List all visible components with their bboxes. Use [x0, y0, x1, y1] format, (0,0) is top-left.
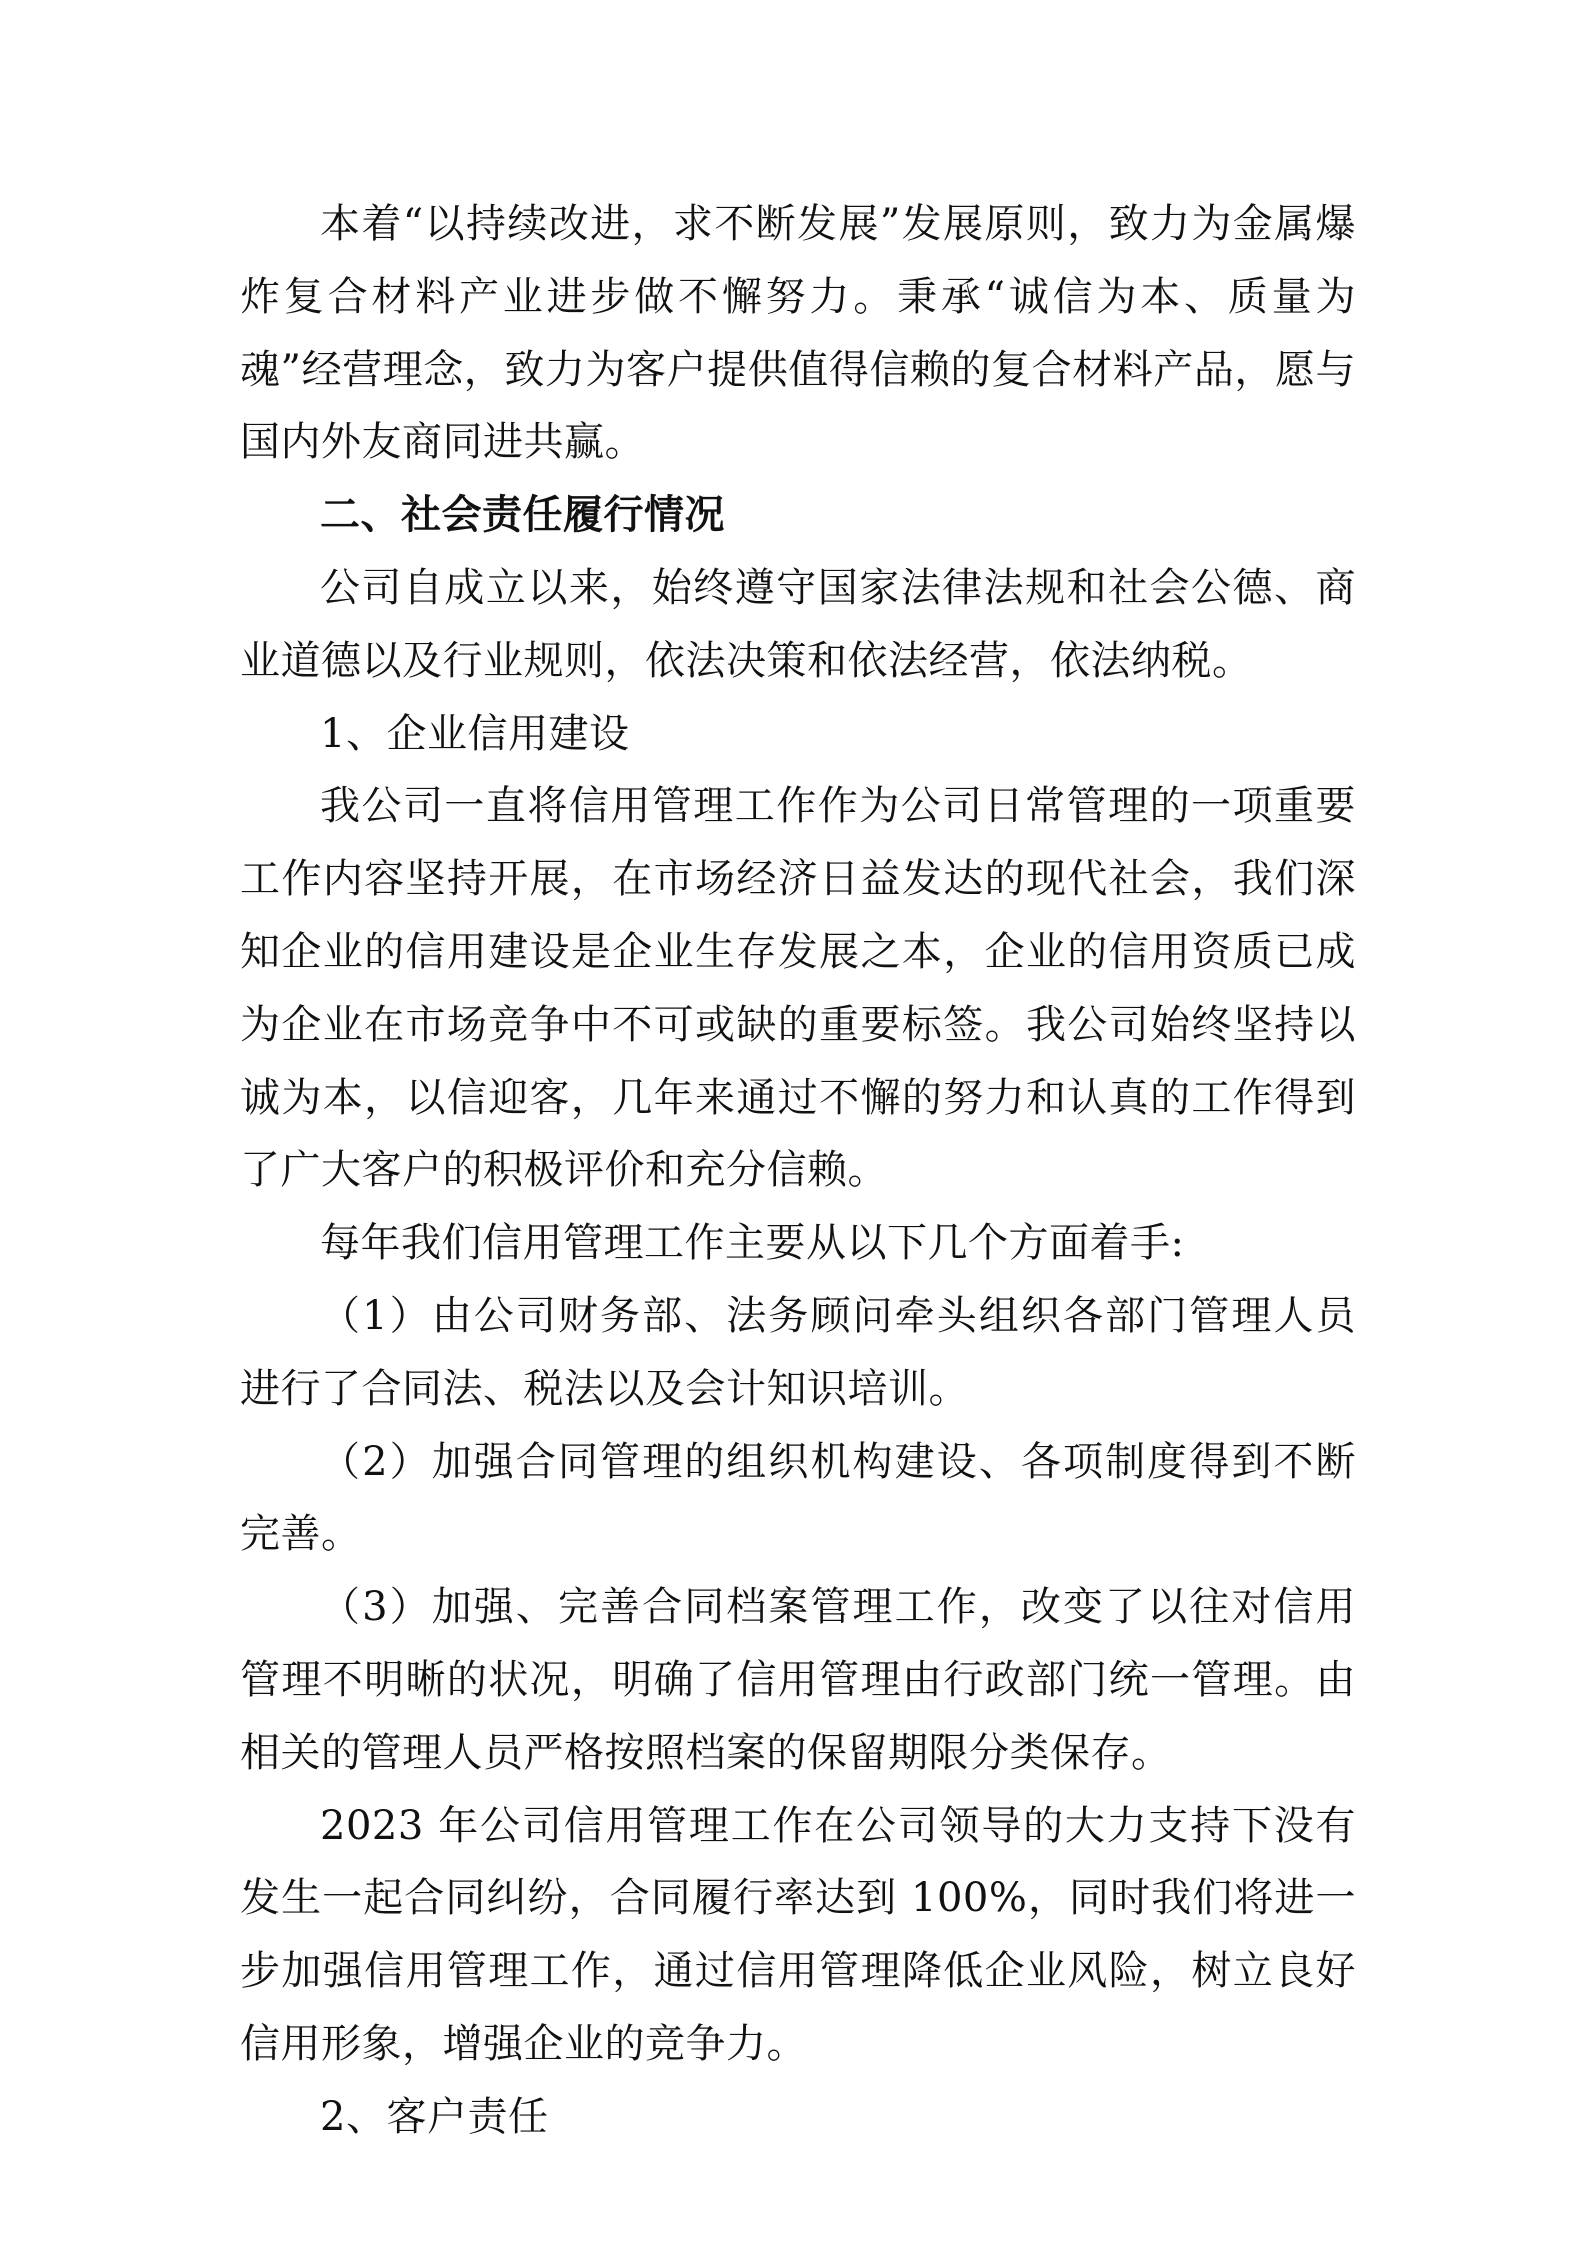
subheading-credit-construction: 1、企业信用建设 — [320, 710, 630, 757]
list-item-2: （2）加强合同管理的组织机构建设、各项制度得到不断完善。 — [240, 1438, 1356, 1558]
subheading-customer-responsibility: 2、客户责任 — [320, 2093, 549, 2140]
list-item-3: （3）加强、完善合同档案管理工作，改变了以往对信用管理不明晰的状况，明确了信用管理由行政部门统一管理。由相关的管理人员严格按照档案的保留期限分类保存。 — [240, 1584, 1356, 1776]
document-body — [240, 188, 1356, 2154]
intro-paragraph: 本着“以持续改进，求不断发展”发展原则，致力为金属爆炸复合材料产业进步做不懈努力。秉承“诚信为本、质量为魂”经营理念，致力为客户提供值得信赖的复合材料产品，愿与国内外友商同进共赢。 — [240, 201, 1356, 466]
section-heading-social-responsibility: 二、社会责任履行情况 — [320, 491, 725, 539]
list-item-1: （1）由公司财务部、法务顾问牵头组织各部门管理人员进行了合同法、税法以及会计知识培训。 — [240, 1292, 1356, 1412]
credit-result-paragraph: 2023 年公司信用管理工作在公司领导的大力支持下没有发生一起合同纠纷，合同履行率达到 100%，同时我们将进一步加强信用管理工作，通过信用管理降低企业风险，树立良好信用形象，增强企业的竞争力。 — [240, 1802, 1356, 2067]
compliance-paragraph: 公司自成立以来，始终遵守国家法律法规和社会公德、商业道德以及行业规则，依法决策和依法经营，依法纳税。 — [240, 564, 1356, 684]
credit-management-paragraph: 我公司一直将信用管理工作作为公司日常管理的一项重要工作内容坚持开展，在市场经济日益发达的现代社会，我们深知企业的信用建设是企业生存发展之本，企业的信用资质已成为企业在市场竞争中不可或缺的重要标签。我公司始终坚持以诚为本，以信迎客，几年来通过不懈的努力和认真的工作得到了广大客户的积极评价和充分信赖。 — [240, 783, 1356, 1194]
credit-aspects-intro: 每年我们信用管理工作主要从以下几个方面着手: — [320, 1220, 1185, 1267]
